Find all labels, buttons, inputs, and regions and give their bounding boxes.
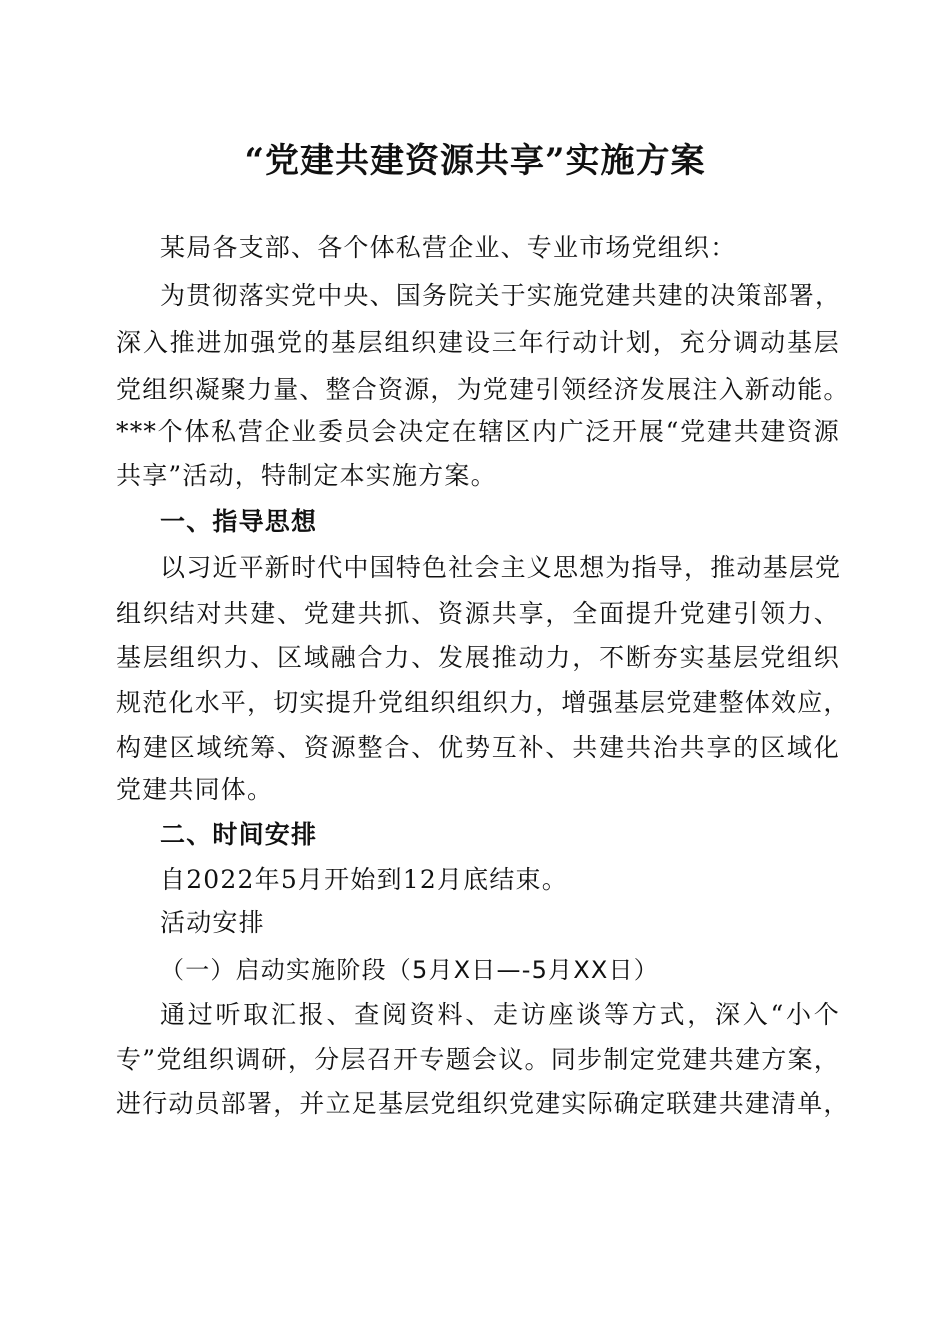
- time-schedule-text: 自2022年5月开始到12月底结束。: [160, 865, 568, 894]
- intro-line-5: 共享”活动，特制定本实施方案。: [116, 461, 497, 490]
- section1-line-3: 基层组织力、区域融合力、发展推动力，不断夯实基层党组织: [116, 643, 840, 672]
- phase1-heading: （一）启动实施阶段（5月X日—-5月XX日）: [160, 956, 659, 984]
- activity-label: 活动安排: [160, 908, 265, 937]
- intro-line-2: 深入推进加强党的基层组织建设三年行动计划，充分调动基层: [116, 328, 840, 357]
- document-title: “党建共建资源共享”实施方案: [244, 141, 706, 181]
- section1-line-6: 党建共同体。: [116, 775, 274, 804]
- intro-line-3: 党组织凝聚力量、整合资源，为党建引领经济发展注入新动能。: [116, 375, 850, 404]
- section1-line-5: 构建区域统筹、资源整合、优势互补、共建共治共享的区域化: [116, 733, 840, 762]
- phase1-line-1: 通过听取汇报、查阅资料、走访座谈等方式，深入“小个: [160, 1000, 840, 1029]
- section-heading-guiding-ideology: 一、指导思想: [160, 507, 318, 536]
- intro-line-4: ***个体私营企业委员会决定在辖区内广泛开展“党建共建资源: [116, 417, 840, 446]
- section1-line-1: 以习近平新时代中国特色社会主义思想为指导，推动基层党: [160, 553, 842, 582]
- phase1-line-3: 进行动员部署，并立足基层党组织党建实际确定联建共建清单，: [116, 1089, 850, 1118]
- section-heading-time-schedule: 二、时间安排: [160, 820, 318, 849]
- section1-line-4: 规范化水平，切实提升党组织组织力，增强基层党建整体效应，: [116, 688, 850, 717]
- salutation: 某局各支部、各个体私营企业、专业市场党组织：: [160, 233, 737, 262]
- intro-line-1: 为贯彻落实党中央、国务院关于实施党建共建的决策部署，: [160, 281, 842, 310]
- section1-line-2: 组织结对共建、党建共抓、资源共享，全面提升党建引领力、: [116, 599, 840, 628]
- phase1-line-2: 专”党组织调研，分层召开专题会议。同步制定党建共建方案，: [116, 1045, 840, 1074]
